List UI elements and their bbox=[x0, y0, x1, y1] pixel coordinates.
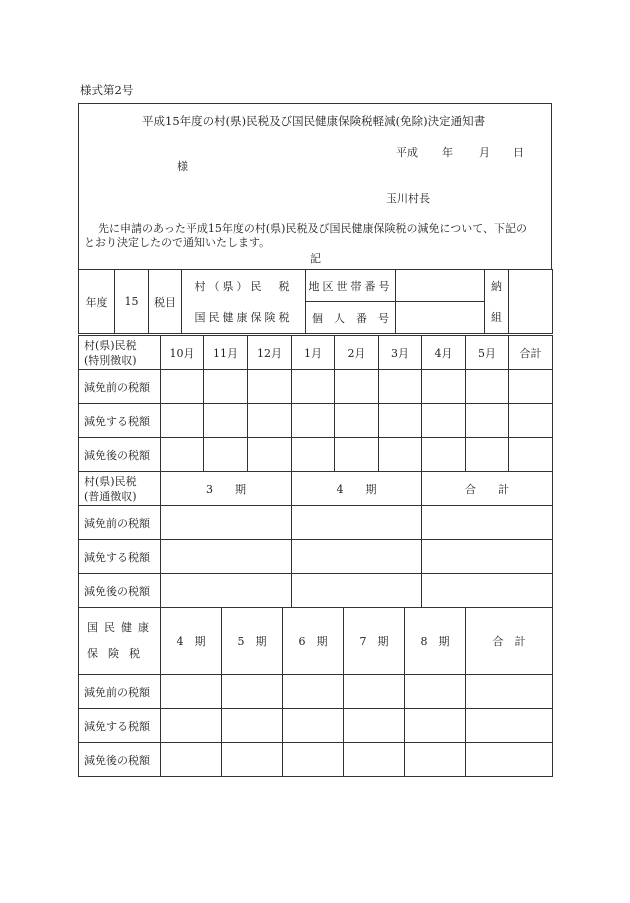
amount-cell[interactable] bbox=[161, 675, 222, 709]
amount-cell[interactable] bbox=[344, 709, 405, 743]
period-header: 6 期 bbox=[283, 608, 344, 675]
total-header: 合 計 bbox=[422, 472, 553, 506]
total-header: 合 計 bbox=[466, 608, 553, 675]
special-collection-heading bbox=[79, 336, 161, 370]
district-household-number-value[interactable] bbox=[396, 270, 485, 302]
amount-cell[interactable] bbox=[509, 438, 553, 472]
amount-cell[interactable] bbox=[204, 370, 248, 404]
body-text-line-2: とおり決定したので通知いたします。 bbox=[84, 236, 271, 249]
special-heading-line-1: 村(県)民税 bbox=[84, 338, 137, 352]
amount-cell[interactable] bbox=[335, 404, 379, 438]
health-insurance-heading bbox=[79, 608, 161, 675]
ordinary-heading-line-1: 村(県)民税 bbox=[84, 474, 137, 488]
addressee-suffix: 様 bbox=[177, 160, 188, 173]
row-label: 減免後の税額 bbox=[79, 574, 161, 608]
row-label: 減免する税額 bbox=[79, 540, 161, 574]
special-heading-line-2: (特別徴収) bbox=[84, 353, 137, 367]
amount-cell[interactable] bbox=[422, 540, 553, 574]
district-household-number-label: 地区世帯番号 bbox=[306, 270, 396, 302]
ki-label: 記 bbox=[310, 252, 321, 265]
month-header: 10月 bbox=[161, 336, 204, 370]
amount-cell[interactable] bbox=[161, 370, 204, 404]
date-day-label: 日 bbox=[513, 146, 524, 159]
amount-cell[interactable] bbox=[344, 743, 405, 777]
header-table bbox=[78, 269, 553, 334]
month-header: 5月 bbox=[466, 336, 509, 370]
amount-cell[interactable] bbox=[335, 370, 379, 404]
amount-cell[interactable] bbox=[466, 743, 553, 777]
period-header: 4 期 bbox=[292, 472, 422, 506]
amount-cell[interactable] bbox=[405, 743, 466, 777]
month-header: 11月 bbox=[204, 336, 248, 370]
row-label: 減免する税額 bbox=[79, 404, 161, 438]
amount-cell[interactable] bbox=[509, 404, 553, 438]
period-header: 7 期 bbox=[344, 608, 405, 675]
amount-cell[interactable] bbox=[161, 743, 222, 777]
tax-item-resident: 村（県）民 税 bbox=[182, 270, 306, 302]
personal-number-label: 個 人 番 号 bbox=[306, 302, 396, 334]
year-label: 年度 bbox=[79, 270, 115, 334]
amount-cell[interactable] bbox=[466, 370, 509, 404]
amount-cell[interactable] bbox=[379, 438, 422, 472]
row-label: 減免する税額 bbox=[79, 709, 161, 743]
month-header: 12月 bbox=[248, 336, 292, 370]
payment-group-value[interactable] bbox=[509, 270, 553, 334]
period-header: 5 期 bbox=[222, 608, 283, 675]
amount-cell[interactable] bbox=[161, 438, 204, 472]
month-header: 1月 bbox=[292, 336, 335, 370]
health-heading-line-2: 保険税 bbox=[87, 647, 150, 660]
period-header: 8 期 bbox=[405, 608, 466, 675]
personal-number-value[interactable] bbox=[396, 302, 485, 334]
health-heading-line-1: 国民健康 bbox=[87, 621, 155, 634]
month-header: 3月 bbox=[379, 336, 422, 370]
month-header: 4月 bbox=[422, 336, 466, 370]
amount-cell[interactable] bbox=[344, 675, 405, 709]
period-header: 3 期 bbox=[161, 472, 292, 506]
ordinary-collection-table bbox=[78, 471, 553, 608]
date-month-label: 月 bbox=[479, 146, 490, 159]
amount-cell[interactable] bbox=[466, 404, 509, 438]
amount-cell[interactable] bbox=[161, 404, 204, 438]
amount-cell[interactable] bbox=[161, 709, 222, 743]
amount-cell[interactable] bbox=[422, 370, 466, 404]
amount-cell[interactable] bbox=[405, 675, 466, 709]
amount-cell[interactable] bbox=[509, 370, 553, 404]
form-number: 様式第2号 bbox=[80, 83, 134, 97]
amount-cell[interactable] bbox=[292, 506, 422, 540]
amount-cell[interactable] bbox=[466, 709, 553, 743]
amount-cell[interactable] bbox=[292, 370, 335, 404]
amount-cell[interactable] bbox=[379, 404, 422, 438]
ordinary-heading-line-2: (普通徴収) bbox=[84, 489, 137, 503]
issuer: 玉川村長 bbox=[386, 192, 430, 205]
amount-cell[interactable] bbox=[292, 438, 335, 472]
amount-cell[interactable] bbox=[405, 709, 466, 743]
amount-cell[interactable] bbox=[422, 404, 466, 438]
amount-cell[interactable] bbox=[222, 675, 283, 709]
amount-cell[interactable] bbox=[204, 404, 248, 438]
amount-cell[interactable] bbox=[466, 675, 553, 709]
amount-cell[interactable] bbox=[161, 574, 292, 608]
amount-cell[interactable] bbox=[161, 540, 292, 574]
row-label: 減免前の税額 bbox=[79, 370, 161, 404]
month-header: 2月 bbox=[335, 336, 379, 370]
row-label: 減免前の税額 bbox=[79, 675, 161, 709]
amount-cell[interactable] bbox=[379, 370, 422, 404]
row-label: 減免後の税額 bbox=[79, 438, 161, 472]
amount-cell[interactable] bbox=[161, 506, 292, 540]
body-text-line-1: 先に申請のあった平成15年度の村(県)民税及び国民健康保険税の減免について、下記の bbox=[98, 222, 528, 235]
document-title: 平成15年度の村(県)民税及び国民健康保険税軽減(免除)決定通知書 bbox=[142, 114, 486, 128]
row-label: 減免後の税額 bbox=[79, 743, 161, 777]
year-value: 15 bbox=[115, 270, 149, 334]
date-year-label: 年 bbox=[442, 146, 453, 159]
amount-cell[interactable] bbox=[248, 370, 292, 404]
tax-item-health: 国民健康保険税 bbox=[182, 302, 306, 334]
amount-cell[interactable] bbox=[283, 709, 344, 743]
amount-cell[interactable] bbox=[335, 438, 379, 472]
amount-cell[interactable] bbox=[422, 506, 553, 540]
amount-cell[interactable] bbox=[422, 438, 466, 472]
amount-cell[interactable] bbox=[466, 438, 509, 472]
tax-item-label: 税目 bbox=[149, 270, 182, 334]
amount-cell[interactable] bbox=[248, 438, 292, 472]
amount-cell[interactable] bbox=[222, 709, 283, 743]
amount-cell[interactable] bbox=[292, 574, 422, 608]
row-label: 減免前の税額 bbox=[79, 506, 161, 540]
amount-cell[interactable] bbox=[204, 438, 248, 472]
amount-cell[interactable] bbox=[292, 404, 335, 438]
amount-cell[interactable] bbox=[283, 743, 344, 777]
payment-label-2: 組 bbox=[485, 302, 509, 334]
special-collection-table bbox=[78, 335, 553, 472]
total-header: 合計 bbox=[509, 336, 553, 370]
amount-cell[interactable] bbox=[292, 540, 422, 574]
amount-cell[interactable] bbox=[422, 574, 553, 608]
amount-cell[interactable] bbox=[283, 675, 344, 709]
amount-cell[interactable] bbox=[248, 404, 292, 438]
health-insurance-table bbox=[78, 607, 553, 777]
payment-label-1: 納 bbox=[485, 270, 509, 302]
date-era: 平成 bbox=[396, 146, 418, 159]
period-header: 4 期 bbox=[161, 608, 222, 675]
ordinary-collection-heading bbox=[79, 472, 161, 506]
amount-cell[interactable] bbox=[222, 743, 283, 777]
